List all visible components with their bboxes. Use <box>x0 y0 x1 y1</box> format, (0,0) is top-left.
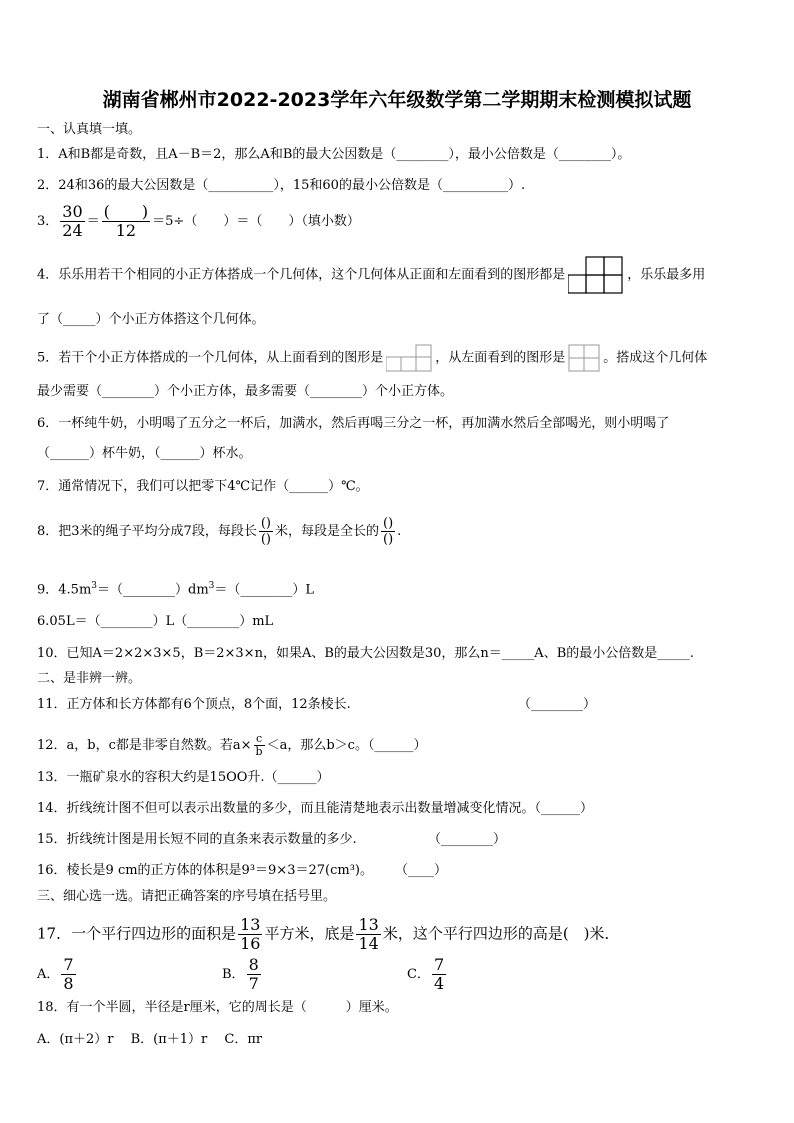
q5-left-view-figure <box>568 344 600 372</box>
question-8 <box>37 516 401 547</box>
question-15-blank: （________） <box>428 832 507 847</box>
question-6-line-2: （______）杯牛奶，（______）杯水。 <box>37 446 252 461</box>
q3-f1-denominator: 24 <box>62 221 83 240</box>
q8-f1-numerator: () <box>260 516 271 531</box>
section-1-heading: 一、认真填一填。 <box>37 122 142 137</box>
q8-f2-numerator: () <box>383 516 394 531</box>
q17-option-c[interactable] <box>407 956 448 993</box>
q17-option-b-denominator: 7 <box>248 974 259 993</box>
q17-option-b-numerator: 8 <box>248 955 259 974</box>
q12-text-b: ＜a，那么b＞c。（______） <box>266 738 427 753</box>
q5-text-a: 5．若干个小正方体搭成的一个几何体，从上面看到的图形是 <box>37 350 384 366</box>
question-12 <box>37 733 426 758</box>
q17-fraction-1 <box>238 916 262 953</box>
q17-f1-numerator: 13 <box>240 915 261 934</box>
q12-fraction <box>254 733 265 758</box>
q4-text-a: 4．乐乐用若干个相同的小正方体搭成一个几何体，这个几何体从正面和左面看到的图形都是 <box>37 267 566 283</box>
q4-view-figure <box>568 256 624 294</box>
question-4-line-2: 了（_____）个小正方体搭这个几何体。 <box>37 312 265 327</box>
q17-option-a-label: A． <box>37 967 60 982</box>
question-9-line-2: 6.05L＝（________）L（________）mL <box>37 614 274 629</box>
q5-text-b: ，从左面看到的图形是 <box>435 350 566 366</box>
question-11: 11．正方体和长方体都有6个顶点，8个面，12条棱长. <box>37 697 351 712</box>
question-11-blank: （________） <box>518 697 597 712</box>
q3-fraction-1 <box>60 203 84 240</box>
q17-text-c: 米，这个平行四边形的高是( )米． <box>382 924 620 943</box>
q8-f2-denominator: () <box>383 532 394 547</box>
q8-fraction-2 <box>381 516 395 547</box>
question-16: 16．棱长是9 cm的正方体的体积是9³＝9×3＝27(cm³)。 <box>37 863 373 878</box>
q17-text-a: 17．一个平行四边形的面积是 <box>37 924 237 943</box>
question-3 <box>37 203 360 240</box>
q17-f2-denominator: 14 <box>358 934 379 953</box>
question-4-line-1 <box>37 256 705 294</box>
q17-fraction-2 <box>356 916 380 953</box>
page-title: 湖南省郴州市2022-2023学年六年级数学第二学期期末检测模拟试题 <box>102 89 692 111</box>
question-1: 1．A和B都是奇数，且A－B＝2，那么A和B的最大公因数是（________），最小公倍数是（________）。 <box>37 147 631 162</box>
q9-exp-2: 3 <box>208 581 215 591</box>
question-18-options[interactable]: A．(π＋2）r B．(π＋1）r C．πr <box>37 1032 263 1047</box>
q8-text-b: 米，每段是全长的 <box>274 524 379 539</box>
question-5-line-2: 最少需要（________）个小正方体，最多需要（________）个小正方体。 <box>37 384 454 399</box>
question-7: 7．通常情况下，我们可以把零下4℃记作（______）℃。 <box>37 479 369 494</box>
q12-denominator: b <box>255 745 263 758</box>
q17-option-c-numerator: 7 <box>433 955 445 974</box>
q9-text-a3: ＝（________）L <box>214 582 315 598</box>
q5-text-c: 。搭成这个几何体 <box>603 350 708 366</box>
section-3-heading: 三、细心选一选。请把正确答案的序号填在括号里。 <box>37 889 337 904</box>
q17-option-b-label: B． <box>222 967 245 982</box>
question-5-line-1 <box>37 344 707 372</box>
q12-numerator: c <box>254 733 265 746</box>
q3-fraction-2 <box>102 203 151 240</box>
section-2-heading: 二、是非辨一辨。 <box>37 671 142 686</box>
q8-f1-denominator: () <box>260 532 271 547</box>
q4-text-b: ，乐乐最多用 <box>627 267 706 283</box>
q5-top-view-figure <box>386 344 432 372</box>
question-14: 14．折线统计图不但可以表示出数量的多少，而且能清楚地表示出数量增减变化情况。（______） <box>37 801 594 816</box>
q17-option-a-denominator: 8 <box>63 974 74 993</box>
q17-text-b: 平方米，底是 <box>264 924 355 943</box>
question-15: 15．折线统计图是用长短不同的直条来表示数量的多少. <box>37 832 357 847</box>
question-13: 13．一瓶矿泉水的容积大约是15OO升.（______） <box>37 770 330 785</box>
q17-f2-numerator: 13 <box>358 915 379 934</box>
question-6-line-1: 6．一杯纯牛奶，小明喝了五分之一杯后，加满水，然后再喝三分之一杯，再加满水然后全部喝光，则小明喝了 <box>37 416 670 431</box>
q17-f1-denominator: 16 <box>240 934 261 953</box>
q9-text-a1: 9．4.5m <box>37 582 92 598</box>
q17-option-c-denominator: 4 <box>433 974 445 993</box>
q8-text-a: 8．把3米的绳子平均分成7段，每段长 <box>37 524 257 539</box>
q3-number: 3． <box>37 214 59 229</box>
q17-option-a-fraction <box>61 956 75 993</box>
question-9-line-1 <box>37 578 314 598</box>
q12-text-a: 12．a，b，c都是非零自然数。若a× <box>37 738 252 753</box>
q8-text-c: . <box>397 524 402 539</box>
question-18: 18．有一个半圆，半径是r厘米，它的周长是（ ）厘米。 <box>37 1000 398 1015</box>
q8-fraction-1 <box>259 516 273 547</box>
q17-option-a[interactable] <box>37 956 78 993</box>
q17-option-a-numerator: 7 <box>63 955 74 974</box>
q9-text-a2: ＝（________）dm <box>97 582 209 598</box>
question-2: 2．24和36的最大公因数是（__________），15和60的最小公倍数是（__________）. <box>37 178 526 193</box>
q3-rest: ＝5÷（ ）＝（ ）（填小数） <box>152 214 360 229</box>
question-10: 10．已知A＝2×2×3×5，B＝2×3×n，如果A、B的最大公因数是30，那么n＝_____A、B的最小公倍数是_____. <box>37 646 694 661</box>
q17-option-c-fraction <box>432 956 446 993</box>
q3-equals: ＝ <box>86 214 100 229</box>
q3-f2-denominator: 12 <box>115 221 137 240</box>
q9-exp-1: 3 <box>91 581 98 591</box>
q17-option-c-label: C． <box>407 967 430 982</box>
question-16-blank: （____） <box>395 863 448 878</box>
q17-option-b[interactable] <box>222 956 263 993</box>
q3-f2-numerator: ( ) <box>103 202 149 221</box>
q17-option-b-fraction <box>247 956 261 993</box>
q3-f1-numerator: 30 <box>62 202 83 221</box>
question-17 <box>37 916 620 953</box>
